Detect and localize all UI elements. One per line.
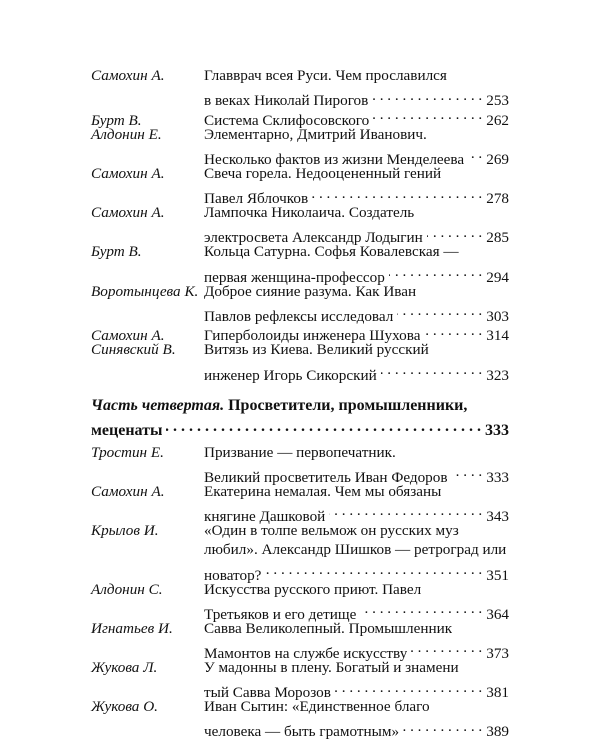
entry-title-line: Свеча горела. Недооцененный гений [204,164,442,182]
entry-author: Алдонин Е. [91,125,162,143]
entry-author: Самохин А. [91,482,165,500]
toc-entry [91,203,509,247]
entry-title-line: У мадонны в плену. Богатый и знамени [204,659,459,677]
entry-page-number: 373 [486,645,509,663]
entry-title-line: Лампочка Николаича. Создатель [204,204,415,222]
entry-title-line: любил». Александр Шишков — ретроград или [204,541,507,559]
dot-leader [373,105,482,125]
entry-author: Синявский В. [91,341,176,359]
table-of-contents [91,66,509,741]
part-page-number: 333 [485,422,509,440]
entry-title-line: Доброе сияние разума. Как Иван [204,282,417,300]
entry-page-number: 285 [486,229,509,247]
dot-leader [312,184,482,204]
toc-entry [91,105,509,129]
entry-page-number: 294 [486,268,509,286]
entry-title-line: Третьяков и его детище [204,605,357,623]
entry-title-line: тый Савва Морозов [204,684,331,702]
toc-entry [91,242,509,286]
toc-entry [91,66,509,110]
dot-leader [411,638,482,658]
entry-title-line: Иван Сытин: «Единственное благо [204,698,430,716]
dot-leader [265,560,482,580]
toc-entry [91,658,509,702]
entry-page-number: 262 [486,111,509,129]
entry-page-number: 278 [486,190,509,208]
toc-entry [91,340,509,384]
entry-title-line: Несколько фактов из жизни Менделеева [204,150,465,168]
part-label: Часть четвертая. [91,396,225,414]
entry-page-number: 253 [486,92,509,110]
entry-title-line: Павел Яблочков [204,190,309,208]
entry-title-line: Искусства русского приют. Павел [204,580,422,598]
entry-title-line: человека — быть грамотным» [204,723,400,741]
entry-title-line: Мамонтов на службе искусству [204,645,408,663]
toc-entry [91,321,509,345]
entry-page-number: 333 [486,468,509,486]
entry-title-line: первая женщина-профессор [204,268,385,286]
dot-leader [381,360,483,380]
toc-section-part-four [91,443,509,741]
entry-page-number: 351 [486,566,509,584]
entry-page-number: 343 [486,507,509,525]
entry-title-line: электросвета Александр Лодыгин [204,229,423,247]
toc-entry [91,482,509,525]
entry-title-line: Павлов рефлексы исследовал [204,307,394,325]
toc-section-part-three [91,66,509,384]
part-title-line-1: Просветители, промышленники, [228,396,468,414]
entry-title-line: Гиперболоиды инженера Шухова [204,327,421,345]
entry-title-line: Элементарно, Дмитрий Иванович. [204,125,427,143]
entry-title-line: Главврач всея Руси. Чем прославился [204,67,447,84]
entry-author: Крылов И. [91,521,159,539]
dot-leader [360,599,482,619]
entry-title-line: княгине Дашковой [204,507,326,525]
entry-title-line: «Один в толпе вельмож он русских муз [204,521,459,539]
entry-author: Бурт В. [91,243,142,261]
entry-title-line: новатор? [204,566,262,584]
entry-title-line: Система Склифосовского [204,111,370,129]
toc-entry [91,580,509,623]
entry-author: Самохин А. [91,67,165,84]
entry-author: Самохин А. [91,164,165,182]
dot-leader [452,462,483,482]
dot-leader [424,321,482,341]
toc-entry [91,697,509,741]
part-title-line-2: меценаты [91,422,163,440]
entry-title-line: инженер Игорь Сикорский [204,366,377,384]
entry-page-number: 314 [486,327,509,345]
toc-entry [91,521,509,584]
entry-title-line: Призвание — первопечатник. [204,443,396,461]
entry-author: Воротынцева К. [91,282,199,300]
entry-author: Жукова О. [91,698,158,716]
entry-author: Бурт В. [91,111,142,129]
toc-entry [91,282,509,325]
entry-page-number: 381 [486,684,509,702]
toc-entry [91,125,509,168]
entry-title-line: Савва Великолепный. Промышленник [204,619,453,637]
dot-leader [403,717,482,737]
toc-entry [91,164,509,208]
entry-page-number: 303 [486,307,509,325]
dot-leader [397,301,482,321]
entry-title-line: Екатерина немалая. Чем мы обязаны [204,482,442,500]
entry-author: Жукова Л. [91,659,158,677]
entry-author: Алдонин С. [91,580,163,598]
part-heading [91,395,509,440]
entry-title-line: Витязь из Киева. Великий русский [204,341,429,359]
entry-author: Игнатьев И. [91,619,173,637]
entry-title-line: Великий просветитель Иван Федоров [204,468,448,486]
entry-author: Тростин Е. [91,443,164,461]
dot-leader [166,416,481,436]
toc-entry [91,619,509,663]
entry-author: Самохин А. [91,327,165,345]
dot-leader [335,678,482,698]
toc-entry [91,443,509,486]
entry-author: Самохин А. [91,204,165,222]
entry-page-number: 389 [486,723,509,741]
entry-title-line: в веках Николай Пирогов [204,92,369,110]
entry-page-number: 269 [486,150,509,168]
dot-leader [372,86,482,106]
dot-leader [389,262,482,282]
dot-leader [468,144,482,164]
entry-page-number: 323 [486,366,509,384]
dot-leader [427,223,482,243]
entry-title-line: Кольца Сатурна. Софья Ковалевская — [204,243,459,261]
entry-page-number: 364 [486,605,509,623]
dot-leader [329,501,482,521]
